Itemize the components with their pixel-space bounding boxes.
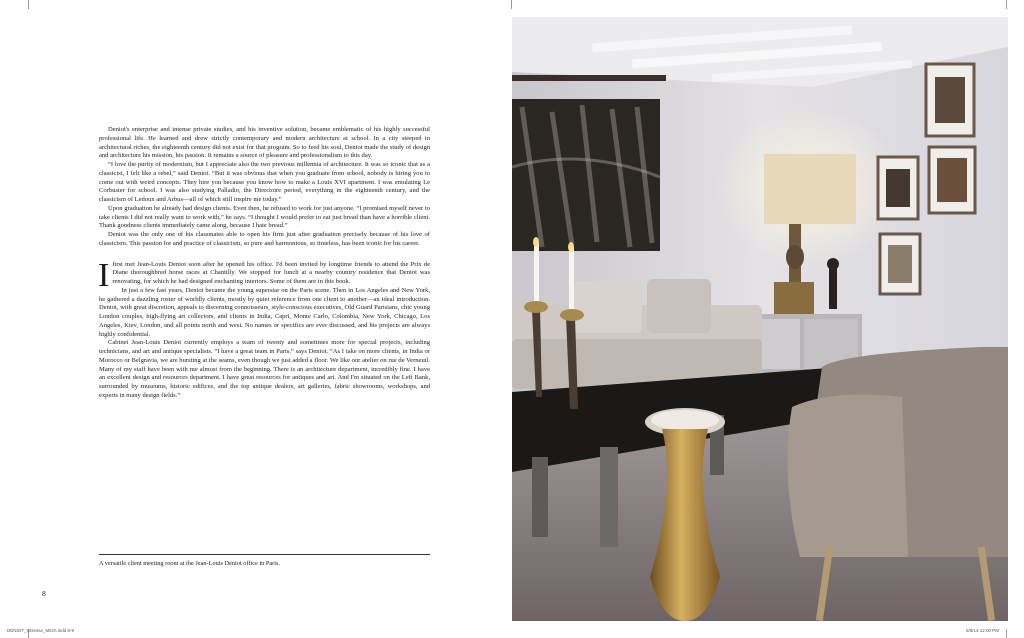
crop-mark-top-left bbox=[28, 0, 29, 9]
body-paragraph: Upon graduation he already had design clients. Even then, he refused to work for just anyone. “I promised myself never to take clients I did not really want to work with,” he says. “I thought I would prefer to eat just bread than have a horrible client. Thank goodness clients immediately came along, because I hate bread.” bbox=[99, 204, 430, 230]
interior-photo-illustration bbox=[512, 17, 1008, 621]
section-spacer bbox=[99, 249, 430, 261]
caption-rule bbox=[99, 554, 430, 555]
body-paragraph: Deniot was the only one of his classmates able to open his firm just after graduation precisely because of his love of classicism. This passion for and practice of classicism, so pure and harmonious, so timeless, has been iconic for his career. bbox=[99, 231, 430, 247]
body-paragraph: Deniot's enterprise and intense private studies, and his inventive solution, became emblematic of his highly successful professional life. He learned and drew strictly contemporary and modern architecture at school. In a city steeped in architectural riches, the eighteenth century did not exist for that program. So to feed his soul, Deniot made the study of design and architecture his mission, his passion. It remains a source of pleasure and professionalism to this day. bbox=[99, 126, 430, 160]
body-paragraph: “I love the purity of modernism, but I appreciate also the two previous millennia of architecture. It was so iconic that as a classicist, I felt like a rebel,” said Deniot. “But it was obvious that when you graduate from school, nobody is hiring you to come out with weird concepts. They hire you because you know how to make a Louis XVI apartment. I was emulating Le Corbusier for school. I was also studying Palladio, the Directoire period, everything in the eighteenth century, and the classicism of Ledoux and Arbus—all of which still inspire me today.” bbox=[99, 161, 430, 203]
dropcap-paragraph bbox=[98, 256, 430, 294]
print-slug-left: DENIOT_Interieur_Mech.indd 8-9 bbox=[7, 628, 75, 633]
print-slug-right: 5/8/14 12:00 PM bbox=[966, 628, 1000, 633]
dropcap-paragraph-text: first met Jean-Louis Deniot soon after he opened his office. I'd been invited by longtime friends to attend the Prix de Diane thoroughbred horse races at Chantilly. We stopped for lunch at a nearby country residence that Deniot was renovating, for which he had designed enchanting interiors. Some of them are in this book. bbox=[112, 260, 430, 285]
body-paragraph: Cabinet Jean-Louis Deniot currently employs a team of twenty and sometimes more for special projects, including technicians, and art and antique specialists. “I have a great team in Paris,” says Deniot. “As I take on more clients, in India or Morocco or Belgravia, we are bursting at the seams, even though we just added a floor. We like our atelier on rue de Verneuil. Many of my staff have been with me almost from the beginning. There is an architecture department, incredibly fine. I have an excellent design and resources department. I have great resources for antiques and art. And I'm situated on the Left Bank, surrounded by museums, historic edifices, and the top antique dealers, art galleries, fabric showrooms, workshops, and experts in many design fields.” bbox=[99, 339, 430, 399]
crop-mark-top-center bbox=[511, 0, 512, 9]
photo-caption: A versatile client meeting room at the Jean-Louis Deniot office in Paris. bbox=[99, 560, 281, 567]
drop-cap: I bbox=[98, 256, 110, 294]
crop-mark-top-right bbox=[1006, 0, 1007, 9]
body-text-column bbox=[99, 126, 430, 401]
page-number: 8 bbox=[42, 589, 46, 598]
body-paragraph: In just a few fast years, Deniot became the young superstar on the Paris scene. Then in Los Angeles and New York, he gathered a dazzling roster of worldly clients, mostly by quiet reference from one client to another—an ideal introduction. Deniot, with great discretion, appeals to discerning connoisseurs, style-conscious executives, Old Guard Parisians, chic young London couples, high-flying art collectors, and clients in India, Capri, Monte Carlo, Colombia, New York, Chicago, Los Angeles, Kiev, London, and all points north and west. No names or specifics are ever discussed, and his projects are always highly confidential. bbox=[99, 286, 430, 338]
crop-mark-bottom-right bbox=[1006, 629, 1007, 638]
interior-photo bbox=[512, 17, 1008, 621]
